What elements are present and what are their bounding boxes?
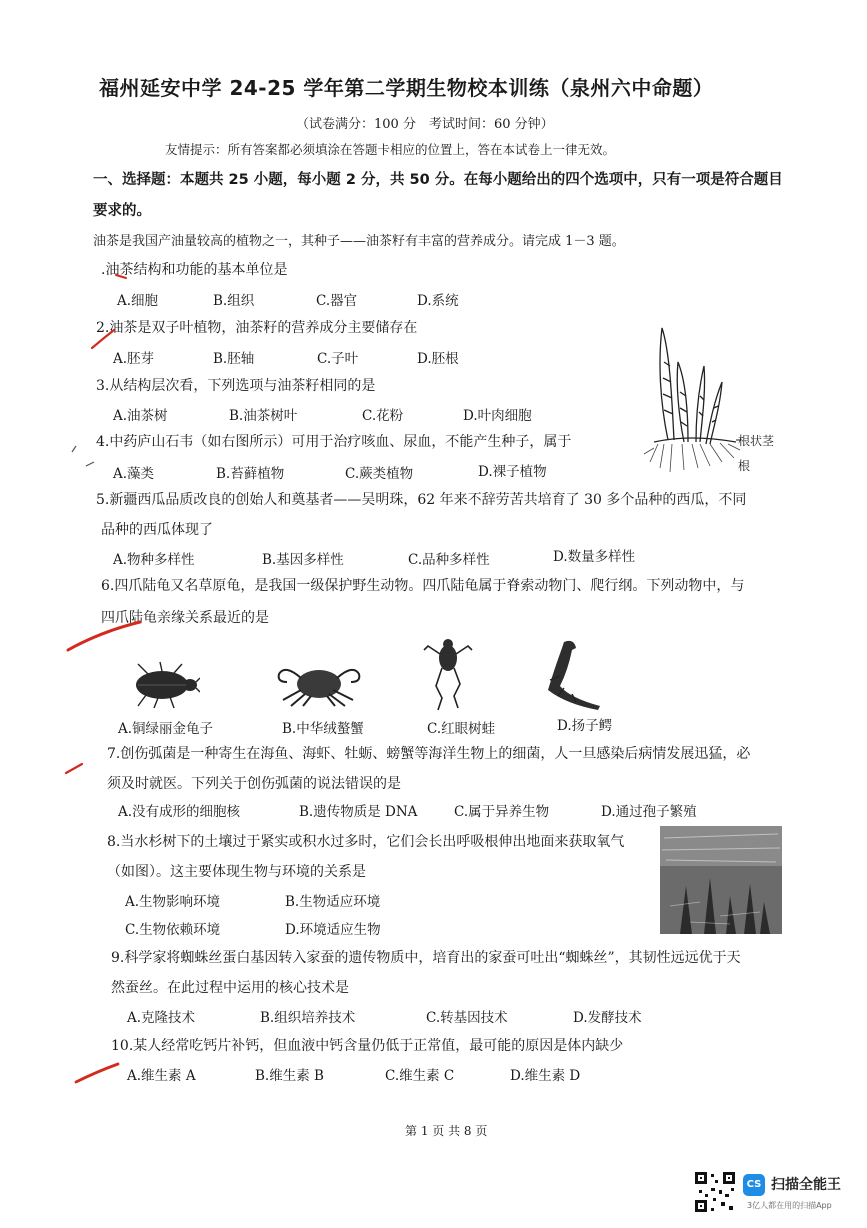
q3-option-c: C.花粉 [362,408,404,424]
question-1-stem: .油茶结构和功能的基本单位是 [101,262,288,278]
q4-option-c: C.蕨类植物 [345,466,414,482]
exam-subtitle: （试卷满分：100 分 考试时间：60 分钟） [296,117,554,132]
q6-option-d: D.扬子鳄 [557,718,613,734]
camscanner-brand: 扫描全能王 [771,1177,841,1193]
q2-option-b: B.胚轴 [213,351,255,367]
q2-option-a: A.胚芽 [113,351,155,367]
exam-title: 福州延安中学 24-25 学年第二学期生物校本训练（泉州六中命题） [99,76,714,100]
q8-option-b: B.生物适应环境 [285,894,381,910]
label-rhizome: 根状茎 [738,434,775,448]
question-6-stem: 6.四爪陆龟又名草原龟，是我国一级保护野生动物。四爪陆龟属于脊索动物门、爬行纲。下列动物中，与 [101,578,745,594]
q3-option-a: A.油茶树 [113,408,168,424]
section-heading-line2: 要求的。 [93,203,151,219]
intro-text: 油茶是我国产油量较高的植物之一，其种子——油茶籽有丰富的营养成分。请完成 1－3 题。 [93,234,625,249]
question-9-stem: 9.科学家将蜘蛛丝蛋白基因转入家蚕的遗传物质中，培育出的家蚕可吐出“蜘蛛丝”，其韧性远远优于天 [111,950,741,966]
q1-option-c: C.器官 [316,293,358,309]
q10-option-d: D.维生素 D [510,1068,581,1084]
q5-option-b: B.基因多样性 [262,552,344,568]
qr-code-icon [693,1170,737,1214]
q4-option-b: B.苔藓植物 [216,466,285,482]
question-2-stem: 2.油茶是双子叶植物，油茶籽的营养成分主要储存在 [96,320,418,336]
q7-option-d: D.通过孢子繁殖 [601,804,697,820]
q4-option-a: A.藻类 [113,466,155,482]
question-10-stem: 10.某人经常吃钙片补钙，但血液中钙含量仍低于正常值，最可能的原因是体内缺少 [111,1038,624,1054]
label-root: 根 [738,459,751,473]
question-6-stem-cont: 四爪陆龟亲缘关系最近的是 [101,610,269,626]
question-8-stem-cont: （如图）。这主要体现生物与环境的关系是 [107,864,366,880]
question-5-stem: 5.新疆西瓜品质改良的创始人和奠基者——吴明珠，62 年来不辞劳苦共培育了 30 多个品种的西瓜，不同 [96,492,747,508]
q7-option-a: A.没有成形的细胞核 [118,804,241,820]
camscanner-slogan: 3亿人都在用的扫描App [747,1201,832,1210]
q9-option-d: D.发酵技术 [573,1010,642,1026]
q8-option-a: A.生物影响环境 [125,894,221,910]
q4-option-d: D.裸子植物 [478,464,547,480]
question-7-stem-cont: 须及时就医。下列关于创伤弧菌的说法错误的是 [107,776,401,792]
question-3-stem: 3.从结构层次看，下列选项与油茶籽相同的是 [96,378,376,394]
section-heading-line1: 一、选择题：本题共 25 小题，每小题 2 分，共 50 分。在每小题给出的四个选项中，只有一项是符合题目 [93,172,783,188]
page-footer: 第 1 页 共 8 页 [405,1124,488,1138]
q8-option-d: D.环境适应生物 [285,922,381,938]
q9-option-c: C.转基因技术 [426,1010,508,1026]
friendly-tip: 友情提示：所有答案都必须填涂在答题卡相应的位置上，答在本试卷上一律无效。 [165,142,616,157]
q6-option-a: A.铜绿丽金龟子 [118,721,214,737]
q6-option-b: B.中华绒螯蟹 [282,721,364,737]
q9-option-a: A.克隆技术 [127,1010,196,1026]
camscanner-logo-icon: CS [743,1174,765,1196]
q8-option-c: C.生物依赖环境 [125,922,221,938]
q1-option-b: B.组织 [213,293,255,309]
q2-option-c: C.子叶 [317,351,359,367]
q5-option-d: D.数量多样性 [553,549,636,565]
question-7-stem: 7.创伤弧菌是一种寄生在海鱼、海虾、牡蛎、螃蟹等海洋生物上的细菌，人一旦感染后病情发展迅猛，必 [107,746,751,762]
q7-option-c: C.属于异养生物 [454,804,550,820]
q9-option-b: B.组织培养技术 [260,1010,356,1026]
q10-option-b: B.维生素 B [255,1068,324,1084]
q10-option-a: A.维生素 A [127,1068,196,1084]
q10-option-c: C.维生素 C [385,1068,455,1084]
q3-option-b: B.油茶树叶 [229,408,298,424]
q5-option-c: C.品种多样性 [408,552,490,568]
q5-option-a: A.物种多样性 [113,552,195,568]
question-4-stem: 4.中药庐山石韦（如右图所示）可用于治疗咳血、尿血，不能产生种子，属于 [96,434,572,450]
question-9-stem-cont: 然蚕丝。在此过程中运用的核心技术是 [111,980,349,996]
q1-option-a: A.细胞 [117,293,159,309]
q3-option-d: D.叶肉细胞 [463,408,532,424]
q2-option-d: D.胚根 [417,351,459,367]
question-5-stem-cont: 品种的西瓜体现了 [101,522,213,538]
q7-option-b: B.遗传物质是 DNA [299,804,418,820]
q6-option-c: C.红眼树蛙 [427,721,496,737]
q1-option-d: D.系统 [417,293,459,309]
question-8-stem: 8.当水杉树下的土壤过于紧实或积水过多时，它们会长出呼吸根伸出地面来获取氧气 [107,834,625,850]
